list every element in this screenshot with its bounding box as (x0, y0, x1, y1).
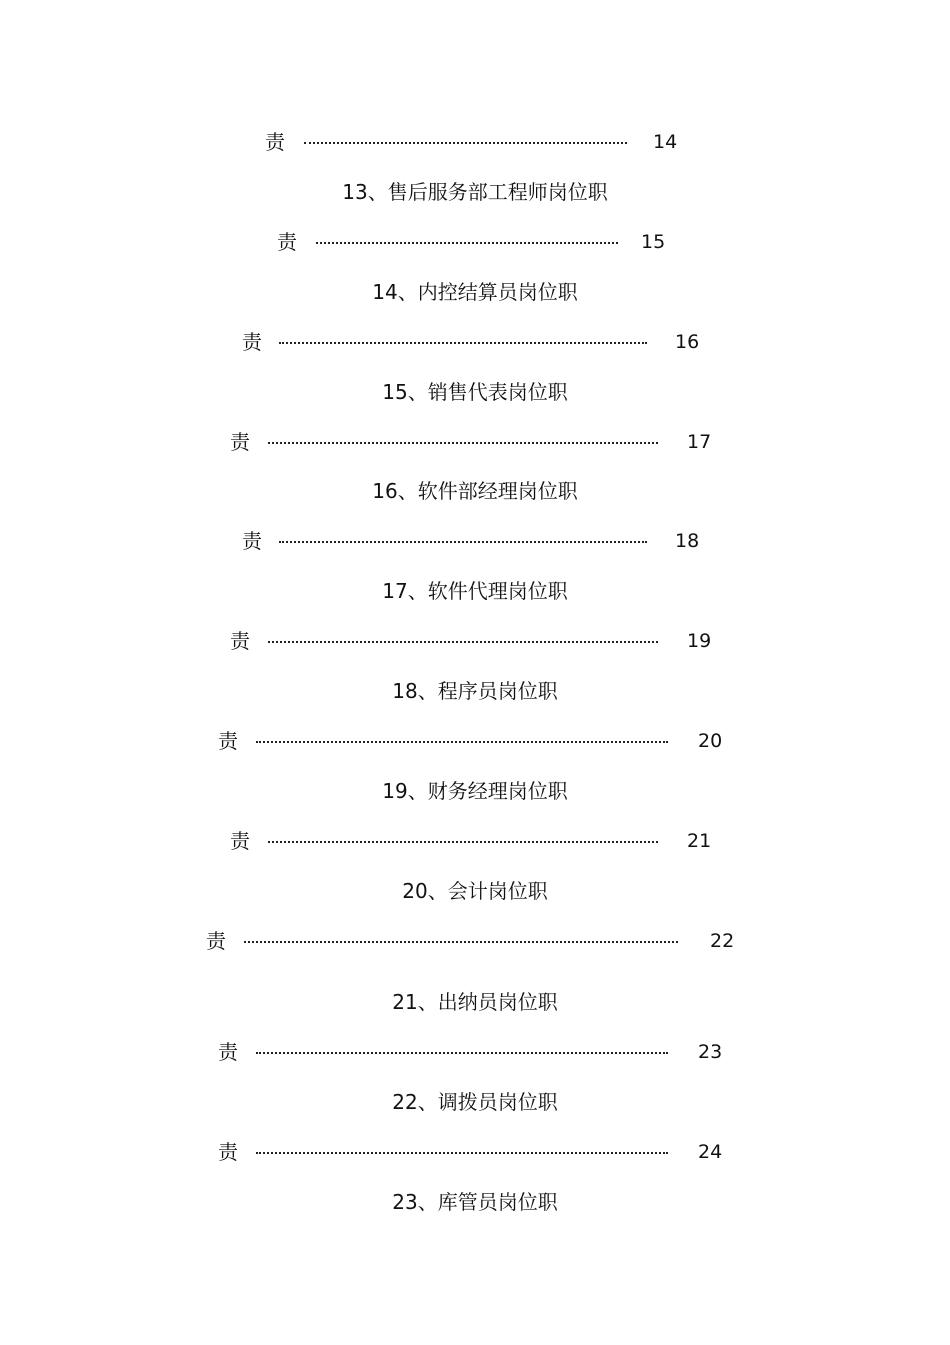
toc-entry-heading[interactable]: 16、软件部经理岗位职 (372, 479, 578, 503)
toc-entry-heading[interactable]: 14、内控结算员岗位职 (372, 280, 578, 304)
page-number: 22 (710, 930, 735, 952)
page-number: 17 (687, 431, 712, 453)
toc-entry-heading[interactable]: 21、出纳员岗位职 (392, 990, 558, 1014)
page-number: 19 (687, 630, 712, 652)
continuation-char: 责 (218, 729, 238, 753)
page-number: 21 (687, 830, 712, 852)
continuation-char: 责 (242, 529, 262, 553)
dot-leader (268, 641, 658, 643)
continuation-char: 责 (230, 629, 250, 653)
dot-leader (304, 142, 627, 144)
toc-entry-heading[interactable]: 15、销售代表岗位职 (382, 380, 568, 404)
page-number: 18 (675, 530, 700, 552)
toc-entry-heading[interactable]: 23、库管员岗位职 (392, 1190, 558, 1214)
page-number: 14 (653, 131, 678, 153)
continuation-char: 责 (230, 829, 250, 853)
dot-leader (268, 442, 658, 444)
dot-leader (256, 1152, 668, 1154)
dot-leader (268, 841, 658, 843)
dot-leader (279, 342, 647, 344)
dot-leader (279, 541, 647, 543)
dot-leader (316, 242, 618, 244)
toc-entry-heading[interactable]: 19、财务经理岗位职 (382, 779, 568, 803)
continuation-char: 责 (218, 1040, 238, 1064)
page-number: 20 (698, 730, 723, 752)
continuation-char: 责 (230, 430, 250, 454)
dot-leader (256, 1052, 668, 1054)
page-number: 23 (698, 1041, 723, 1063)
continuation-char: 责 (277, 230, 297, 254)
toc-entry-heading[interactable]: 20、会计岗位职 (402, 879, 548, 903)
continuation-char: 责 (218, 1140, 238, 1164)
page-number: 15 (641, 231, 666, 253)
page-number: 24 (698, 1141, 723, 1163)
toc-entry-heading[interactable]: 22、调拨员岗位职 (392, 1090, 558, 1114)
continuation-char: 责 (242, 330, 262, 354)
continuation-char: 责 (265, 130, 285, 154)
continuation-char: 责 (206, 929, 226, 953)
toc-entry-heading[interactable]: 13、售后服务部工程师岗位职 (342, 180, 608, 204)
toc-entry-heading[interactable]: 17、软件代理岗位职 (382, 579, 568, 603)
toc-entry-heading[interactable]: 18、程序员岗位职 (392, 679, 558, 703)
page-number: 16 (675, 331, 700, 353)
dot-leader (256, 741, 668, 743)
dot-leader (244, 941, 678, 943)
